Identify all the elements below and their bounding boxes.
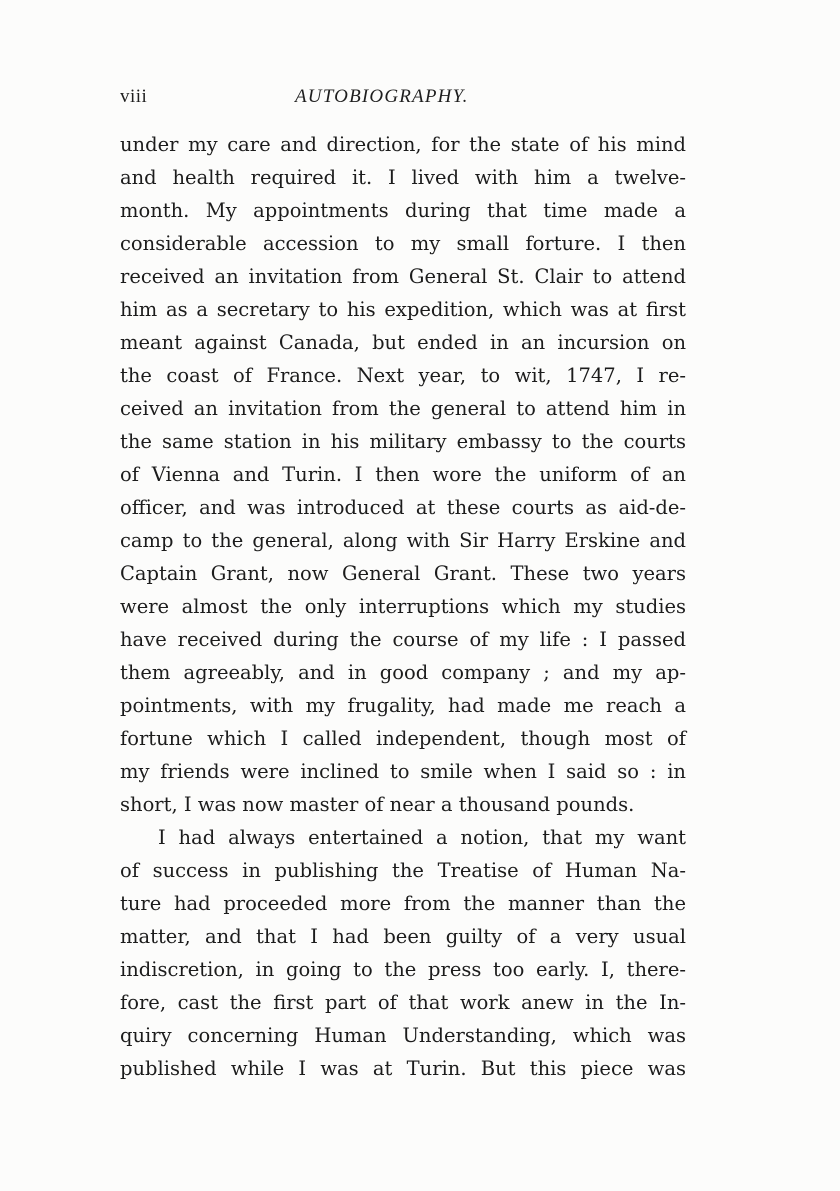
- text-line: were almost the only interruptions which my studies: [120, 595, 686, 618]
- text-line: of success in publishing the Treatise of Human Na-: [120, 859, 686, 882]
- text-line: of Vienna and Turin. I then wore the uniform of an: [120, 463, 686, 486]
- text-line: my friends were inclined to smile when I said so : in: [120, 760, 686, 783]
- text-line: matter, and that I had been guilty of a very usual: [120, 925, 686, 948]
- text-line: fortune which I called independent, though most of: [120, 727, 686, 750]
- text-line: month. My appointments during that time made a: [120, 199, 686, 222]
- text-line: officer, and was introduced at these courts as aid-de-: [120, 496, 686, 519]
- text-line: him as a secretary to his expedition, which was at first: [120, 298, 686, 321]
- text-line: fore, cast the first part of that work anew in the In-: [120, 991, 686, 1014]
- running-title: AUTOBIOGRAPHY.: [295, 86, 469, 107]
- text-line: pointments, with my frugality, had made me reach a: [120, 694, 686, 717]
- text-line: ceived an invitation from the general to attend him in: [120, 397, 686, 420]
- text-line: Captain Grant, now General Grant. These two years: [120, 562, 686, 585]
- text-line: the coast of France. Next year, to wit, 1747, I re-: [120, 364, 686, 387]
- paragraph-first-line: I had always entertained a notion, that my want: [158, 826, 686, 849]
- text-line: under my care and direction, for the state of his mind: [120, 133, 686, 156]
- text-line: ture had proceeded more from the manner than the: [120, 892, 686, 915]
- body-text: [120, 128, 686, 1085]
- text-line: camp to the general, along with Sir Harry Erskine and: [120, 529, 686, 552]
- text-line: and health required it. I lived with him a twelve-: [120, 166, 686, 189]
- paragraph-last-line: short, I was now master of near a thousand pounds.: [120, 793, 635, 816]
- text-line: quiry concerning Human Understanding, which was: [120, 1024, 686, 1047]
- page-number: viii: [120, 86, 148, 107]
- text-line: published while I was at Turin. But this piece was: [120, 1057, 686, 1080]
- page-header: [120, 86, 686, 116]
- text-line: received an invitation from General St. Clair to attend: [120, 265, 686, 288]
- text-line: meant against Canada, but ended in an incursion on: [120, 331, 686, 354]
- text-line: them agreeably, and in good company ; and my ap-: [120, 661, 686, 684]
- text-line: the same station in his military embassy to the courts: [120, 430, 686, 453]
- text-line: have received during the course of my life : I passed: [120, 628, 686, 651]
- text-line: indiscretion, in going to the press too early. I, there-: [120, 958, 686, 981]
- text-line: considerable accession to my small forture. I then: [120, 232, 686, 255]
